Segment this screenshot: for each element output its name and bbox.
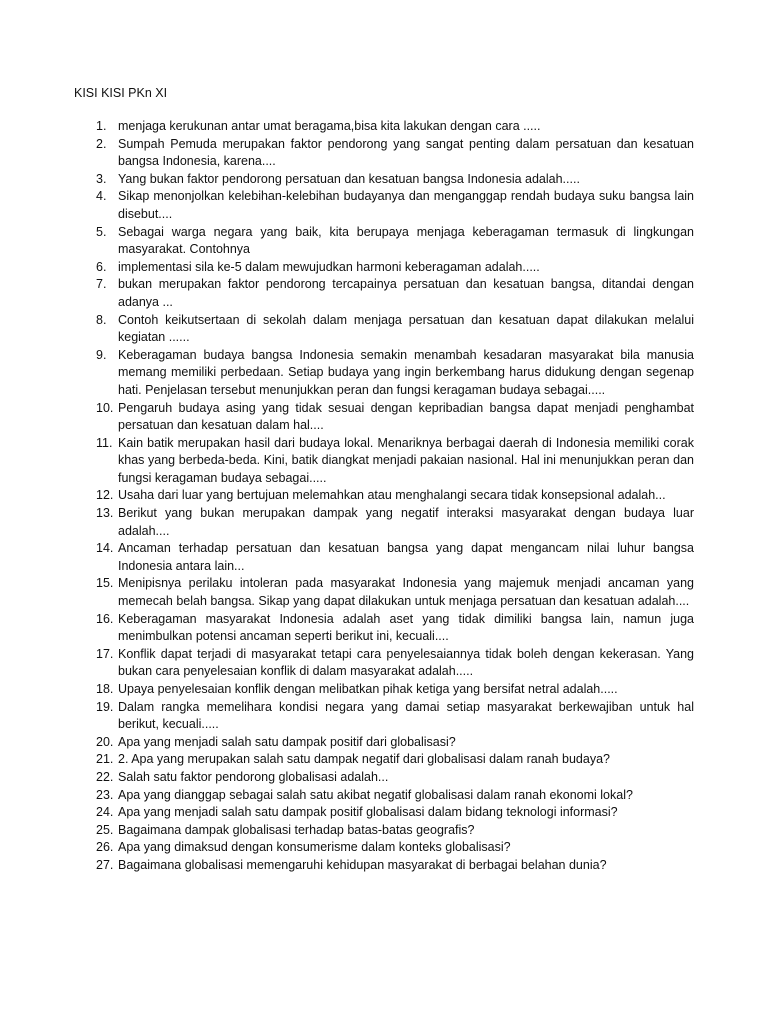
question-item [74,188,694,223]
question-number: 16. [96,611,114,626]
question-text: Contoh keikutsertaan di sekolah dalam menjaga persatuan dan kesatuan dapat dilakukan melalui kegiatan ...... [118,312,694,345]
question-number: 11. [96,435,113,450]
question-text: Usaha dari luar yang bertujuan melemahkan atau menghalangi secara tidak konsepsional adalah... [118,488,666,503]
question-text: Bagaimana dampak globalisasi terhadap batas-batas geografis? [118,822,475,837]
question-item [74,857,694,875]
question-item [74,751,694,769]
document-title: KISI KISI PKn XI [74,86,168,100]
question-item [74,118,694,136]
question-item [74,136,694,171]
question-text: menjaga kerukunan antar umat beragama,bisa kita lakukan dengan cara ..... [118,119,541,133]
question-item [74,400,694,435]
question-item [74,312,694,347]
question-number: 23. [96,787,114,802]
question-number: 22. [96,769,114,784]
question-item [74,575,694,610]
question-item [74,699,694,734]
question-number: 19. [96,699,114,714]
question-number: 15. [96,576,114,591]
question-number: 9. [96,347,107,362]
question-number: 10. [96,400,114,415]
question-text: Ancaman terhadap persatuan dan kesatuan bangsa yang dapat mengancam nilai luhur bangsa Indonesia antara lain... [118,541,694,573]
question-item [74,681,694,699]
question-text: Konflik dapat terjadi di masyarakat tetapi cara penyelesaiannya tidak boleh dengan kekerasan. Yang bukan cara penyelesaian konflik di dalam masyarakat adalah..... [118,646,694,679]
question-number: 25. [96,822,114,837]
question-text: Apa yang menjadi salah satu dampak positif globalisasi dalam bidang teknologi informasi? [118,805,618,820]
question-item [74,734,694,752]
question-text: implementasi sila ke-5 dalam mewujudkan harmoni keberagaman adalah..... [118,259,540,274]
question-text: Upaya penyelesaian konflik dengan melibatkan pihak ketiga yang bersifat netral adalah..... [118,682,618,696]
question-text: Pengaruh budaya asing yang tidak sesuai dengan kepribadian bangsa dapat menjadi penghambat persatuan dan kesatuan dalam hal.... [118,400,694,433]
question-number: 12. [96,488,114,503]
question-number: 26. [96,840,114,855]
question-item [74,505,694,540]
question-text: 2. Apa yang merupakan salah satu dampak negatif dari globalisasi dalam ranah budaya? [118,752,610,767]
question-item [74,540,694,575]
question-item [74,224,694,259]
question-item [74,171,694,189]
question-number: 20. [96,734,114,749]
question-item [74,769,694,787]
question-text: Sikap menonjolkan kelebihan-kelebihan budayanya dan menganggap rendah budaya suku bangsa lain disebut.... [118,189,694,221]
question-item [74,347,694,400]
question-text: bukan merupakan faktor pendorong tercapainya persatuan dan kesatuan bangsa, ditandai dengan adanya ... [118,277,694,309]
question-text: Apa yang menjadi salah satu dampak positif dari globalisasi? [118,734,456,749]
question-text: Keberagaman masyarakat Indonesia adalah aset yang tidak dimiliki bangsa lain, namun juga menimbulkan potensi ancaman seperti berikut ini, kecuali.... [118,611,694,644]
question-item [74,787,694,805]
question-item [74,611,694,646]
question-number: 3. [96,171,107,186]
question-number: 4. [96,189,107,204]
question-item [74,276,694,311]
question-item [74,839,694,857]
question-text: Menipisnya perilaku intoleran pada masyarakat Indonesia yang majemuk menjadi ancaman yang memecah belah bangsa. Sikap yang dapat dilakukan untuk menjaga persatuan dan kesatuan adalah.... [118,576,694,609]
question-number: 5. [96,224,107,239]
question-item [74,804,694,822]
question-number: 6. [96,259,107,274]
question-text: Yang bukan faktor pendorong persatuan dan kesatuan bangsa Indonesia adalah..... [118,171,580,186]
question-number: 14. [96,541,114,556]
question-number: 2. [96,136,107,151]
question-item [74,435,694,488]
question-text: Apa yang dimaksud dengan konsumerisme dalam konteks globalisasi? [118,840,511,855]
question-text: Kain batik merupakan hasil dari budaya lokal. Menariknya berbagai daerah di Indonesia memiliki corak khas yang berbeda-beda. Kini, batik diangkat menjadi pakaian nasional. Hal ini menunjukkan peran dan fungsi keragaman budaya sebagai..... [118,435,694,485]
question-number: 13. [96,506,114,521]
question-number: 1. [96,119,107,133]
question-number: 24. [96,805,114,820]
question-number: 17. [96,646,114,661]
question-number: 7. [96,277,107,292]
question-item [74,822,694,840]
question-text: Sumpah Pemuda merupakan faktor pendorong yang sangat penting dalam persatuan dan kesatuan bangsa Indonesia, karena.... [118,136,694,169]
question-item [74,259,694,277]
question-item [74,646,694,681]
question-list [74,118,694,875]
question-text: Bagaimana globalisasi memengaruhi kehidupan masyarakat di berbagai belahan dunia? [118,857,607,872]
question-number: 8. [96,312,107,327]
question-text: Salah satu faktor pendorong globalisasi adalah... [118,769,389,784]
question-number: 18. [96,682,114,696]
question-text: Apa yang dianggap sebagai salah satu akibat negatif globalisasi dalam ranah ekonomi lokal? [118,787,633,802]
question-item [74,487,694,505]
question-number: 21. [96,752,114,767]
question-text: Keberagaman budaya bangsa Indonesia semakin menambah kesadaran masyarakat bila manusia memang memiliki perbedaan. Setiap budaya yang ingin berkembang harus didukung dengan segenap hati. Penjelasan tersebut menunjukkan peran dan fungsi keragaman budaya sebagai..... [118,347,694,397]
question-number: 27. [96,857,114,872]
question-text: Berikut yang bukan merupakan dampak yang negatif interaksi masyarakat dengan budaya luar adalah.... [118,506,694,538]
question-text: Dalam rangka memelihara kondisi negara yang damai setiap masyarakat berkewajiban untuk hal berikut, kecuali..... [118,699,694,732]
question-text: Sebagai warga negara yang baik, kita berupaya menjaga keberagaman termasuk di lingkungan masyarakat. Contohnya [118,224,694,257]
